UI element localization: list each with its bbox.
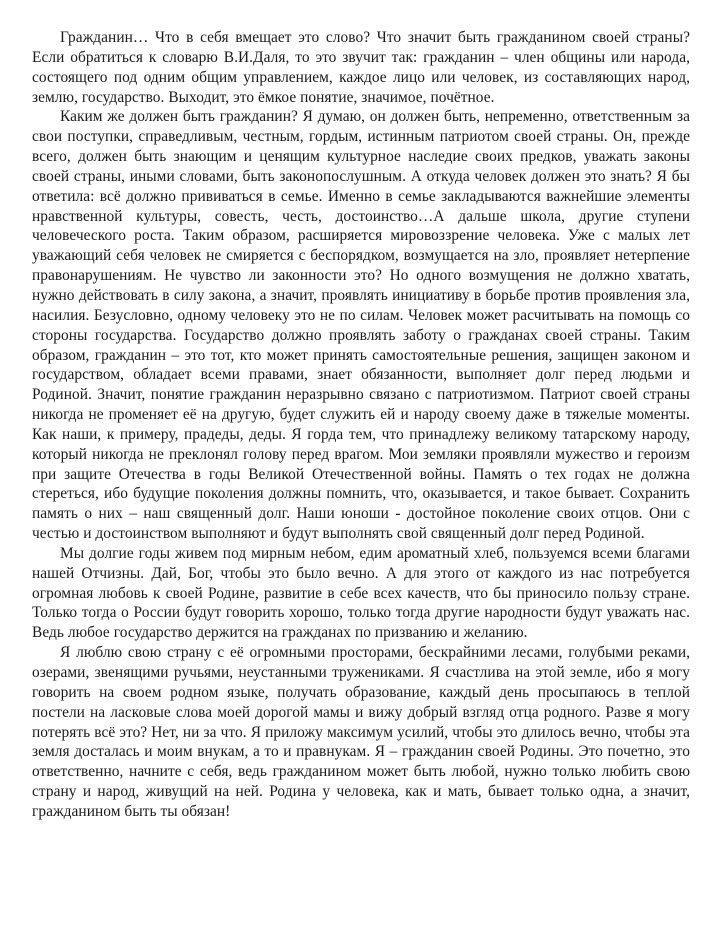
- paragraph-3: Мы долгие годы живем под мирным небом, едим ароматный хлеб, пользуемся всеми благами нашей Отчизны. Дай, Бог, чтобы это было вечно. А для этого от каждого из нас потребуется огромная любовь к своей Родине, развитие в себе всех качеств, что бы приносило пользу стране. Только тогда о России будут говорить хорошо, только тогда другие народности будут уважать нас. Ведь любое государство держится на гражданах по призванию и желанию.: [32, 544, 690, 642]
- paragraph-4: Я люблю свою страну с её огромными просторами, бескрайними лесами, голубыми реками, озерами, звенящими ручьями, неустанными тружениками. Я счастлива на этой земле, ибо я могу говорить на своем родном языке, получать образование, каждый день просыпаюсь в теплой постели на ласковые слова моей дорогой мамы и вижу добрый взгляд отца родного. Разве я могу потерять всё это? Нет, ни за что. Я приложу максимум усилий, чтобы это длилось вечно, чтобы эта земля досталась и моим внукам, а то и правнукам. Я – гражданин своей Родины. Это почетно, это ответственно, начните с себя, ведь гражданином может быть любой, нужно только любить свою страну и народ, живущий на ней. Родина у человека, как и мать, бывает только одна, а значит, гражданином быть ты обязан!: [32, 644, 690, 820]
- essay-document: [32, 28, 690, 822]
- paragraph-2: Каким же должен быть гражданин? Я думаю, он должен быть, непременно, ответственным за свои поступки, справедливым, честным, гордым, истинным патриотом своей страны. Он, прежде всего, должен быть знающим и ценящим культурное наследие своих предков, уважать законы своей страны, иными словами, быть законопослушным. А откуда человек должен это знать? Я бы ответила: всё должно прививаться в семье. Именно в семье закладываются важнейшие элементы нравственной культуры, совесть, честь, достоинство…А дальше школа, другие ступени человеческого роста. Таким образом, расширяется мировоззрение человека. Уже с малых лет уважающий себя человек не смиряется с беспорядком, возмущается на зло, проявляет нетерпение правонарушениям. Не чувство ли законности это? Но одного возмущения не должно хватать, нужно действовать в силу закона, а значит, проявлять инициативу в борьбе против проявления зла, насилия. Безусловно, одному человеку это не по силам. Человек может расчитывать на помощь со стороны государства. Государство должно проявлять заботу о гражданах своей страны. Таким образом, гражданин – это тот, кто может принять самостоятельные решения, защищен законом и государством, обладает всеми правами, знает обязанности, выполняет долг перед людьми и Родиной. Значит, понятие гражданин неразрывно связано с патриотизмом. Патриот своей страны никогда не променяет её на другую, будет служить ей и народу своему даже в тяжелые моменты. Как наши, к примеру, прадеды, деды. Я горда тем, что принадлежу великому татарскому народу, который никогда не преклонял голову перед врагом. Мои земляки проявляли мужество и героизм при защите Отечества в годы Великой Отечественной войны. Память о тех годах не должна стереться, ибо будущие поколения должны помнить, что, оказывается, и такое бывает. Сохранить память о них – наш священный долг. Наши юноши - достойное поколение своих отцов. Они с честью и достоинством выполняют и будут выполнять свой священный долг перед Родиной.: [32, 108, 690, 543]
- paragraph-1: Гражданин… Что в себя вмещает это слово? Что значит быть гражданином своей страны? Если обратиться к словарю В.И.Даля, то это звучит так: гражданин – член общины или народа, состоящего под одним общим управлением, каждое лицо или человек, из составляющих народ, землю, государство. Выходит, это ёмкое понятие, значимое, почётное.: [32, 29, 690, 106]
